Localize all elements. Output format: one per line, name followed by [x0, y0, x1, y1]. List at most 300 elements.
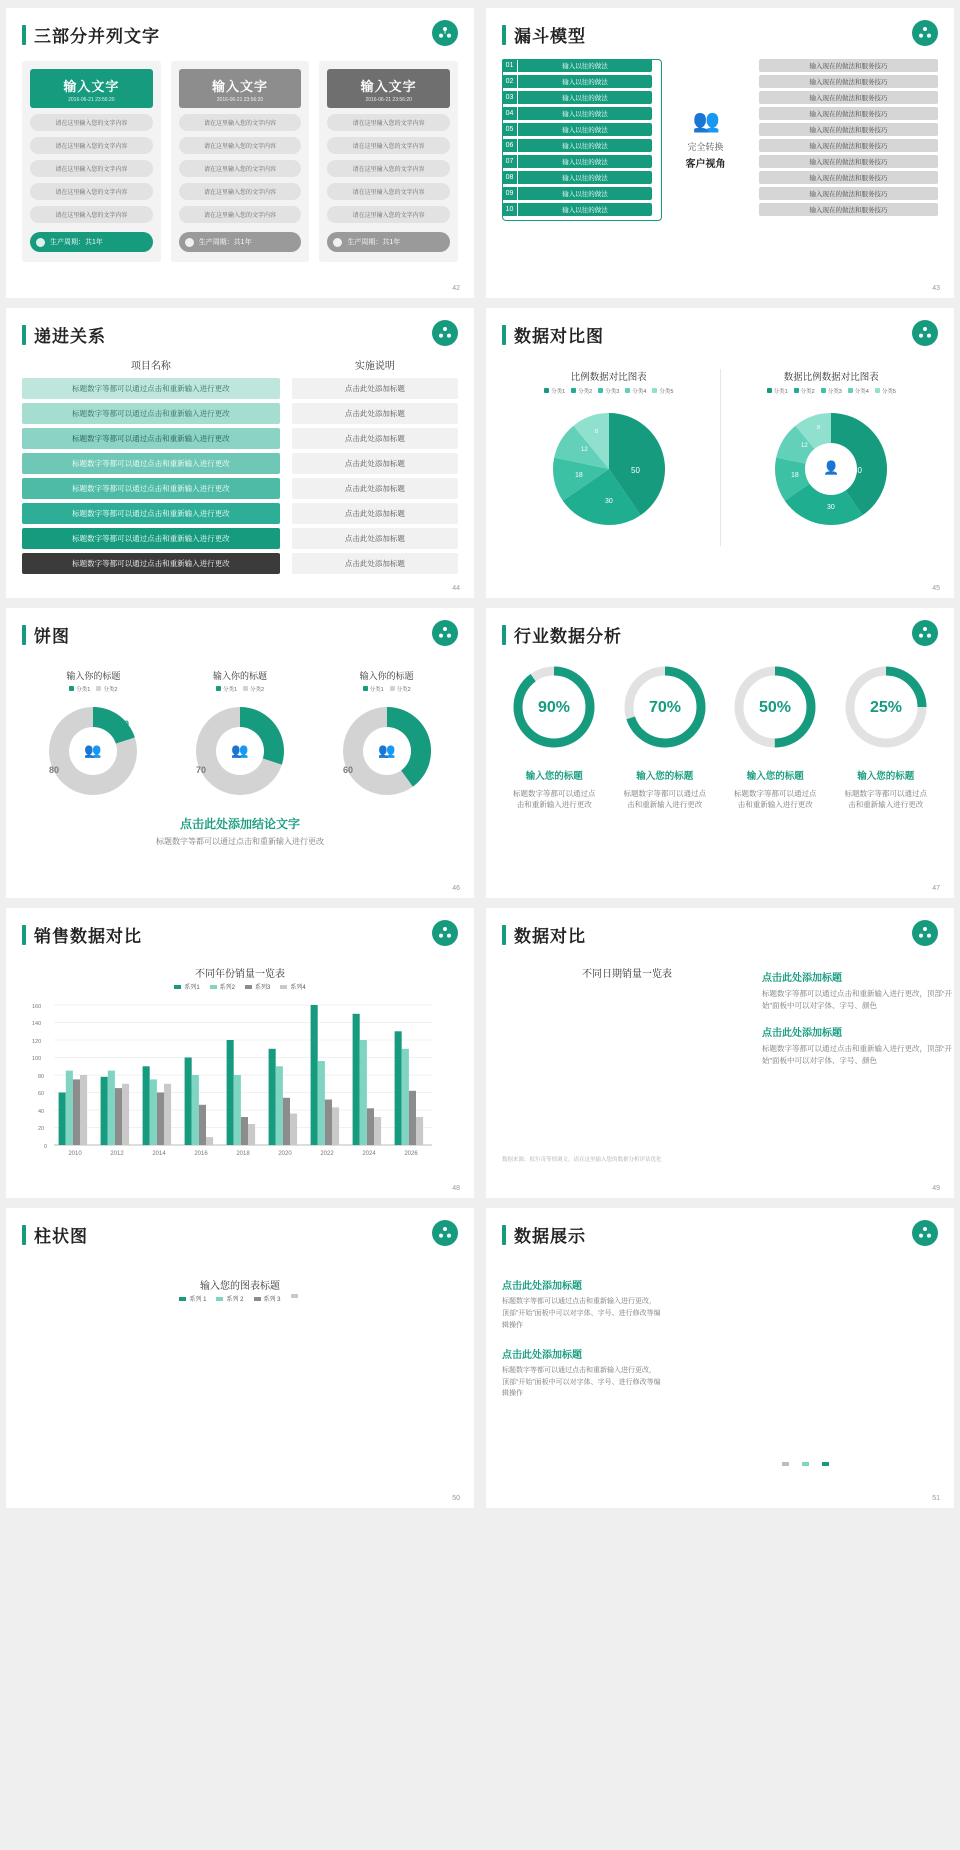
- legend-item: 系列2: [210, 982, 235, 991]
- bar: [115, 1088, 122, 1145]
- funnel-index: 09: [502, 187, 517, 200]
- funnel-row: [502, 155, 652, 168]
- page-title: 柱状图: [34, 1227, 88, 1246]
- funnel-index: 05: [502, 123, 517, 136]
- text-column: [502, 1273, 662, 1472]
- funnel-center-line2: 客户视角: [685, 159, 726, 170]
- bar: [164, 1084, 171, 1145]
- list-item: 请在这里输入您的文字内容: [327, 114, 450, 131]
- ring-value: 90%: [538, 699, 571, 716]
- svg-text:160: 160: [32, 1004, 42, 1010]
- page-title: 漏斗模型: [514, 27, 586, 46]
- ring-label: 输入您的标题: [636, 771, 694, 782]
- legend-item: [822, 1462, 832, 1468]
- bar: [143, 1066, 150, 1145]
- bar: [192, 1075, 199, 1145]
- funnel-label: 输入以往的做法: [517, 187, 652, 200]
- slide-50: [6, 1208, 474, 1508]
- funnel-index: 06: [502, 139, 517, 152]
- funnel-index: 08: [502, 171, 517, 184]
- donut-svg: [180, 699, 300, 804]
- bar: [283, 1098, 290, 1145]
- table-row: 标题数字等都可以通过点击和重新输入进行更改: [22, 478, 280, 499]
- legend-item: 分类5: [652, 387, 673, 395]
- column-caption: [30, 69, 153, 108]
- legend-item: 分类4: [848, 387, 869, 395]
- slide-47: [486, 608, 954, 898]
- column-3: [319, 61, 458, 262]
- column-caption: [327, 69, 450, 108]
- funnel-center: [658, 59, 753, 219]
- slide-43: [486, 8, 954, 298]
- pie-value: 30: [827, 504, 836, 511]
- ring-label: 输入您的标题: [746, 771, 804, 782]
- bar: [73, 1079, 80, 1145]
- check-icon: [333, 238, 342, 247]
- funnel-label: 输入以往的做法: [517, 59, 652, 72]
- text-paragraph: 标题数字等都可以通过点击和重新输入进行更改，顶部“开始”面板中可以对字体、字号、进行修改等编辑操作: [502, 1366, 661, 1398]
- column-footer-label: 生产周期：共1年: [50, 239, 103, 246]
- funnel-row: [502, 123, 652, 136]
- table-row: 点击此处添加标题: [292, 553, 458, 574]
- check-icon: [185, 238, 194, 247]
- bar: [227, 1040, 234, 1145]
- chart-title: 数据比例数据对比图表: [783, 372, 879, 383]
- logo-icon: [432, 920, 458, 946]
- svg-text:140: 140: [32, 1021, 42, 1027]
- chart-title: 输入你的标题: [359, 671, 414, 681]
- page-title: 数据展示: [514, 1227, 586, 1246]
- slide-header: [22, 1222, 458, 1247]
- check-icon: [36, 238, 45, 247]
- table-row: 点击此处添加标题: [292, 428, 458, 449]
- ring-desc: 标题数字等都可以通过点击和重新输入进行更改: [734, 789, 817, 810]
- page-number: 42: [452, 285, 460, 292]
- person-icon: 👤: [823, 460, 840, 475]
- ring-desc: 标题数字等都可以通过点击和重新输入进行更改: [623, 789, 706, 810]
- pie-svg: [529, 401, 689, 541]
- table-row: 标题数字等都可以通过点击和重新输入进行更改: [22, 453, 280, 474]
- donut-group: [22, 669, 458, 809]
- table-col-right: [292, 357, 458, 578]
- bar: [157, 1093, 164, 1146]
- title-accent-bar: [22, 1225, 26, 1245]
- ring-svg: [508, 661, 600, 753]
- legend-item: 分类3: [821, 387, 842, 395]
- pie-value: 30: [604, 498, 613, 505]
- bar: [318, 1061, 325, 1145]
- svg-text:60: 60: [38, 1091, 45, 1097]
- table-row: 点击此处添加标题: [292, 403, 458, 424]
- three-column-group: [22, 61, 458, 262]
- ring-desc: 标题数字等都可以通过点击和重新输入进行更改: [844, 789, 927, 810]
- donut-value: 20: [119, 719, 130, 729]
- conclusion-block: [22, 815, 458, 847]
- slide-42: [6, 8, 474, 298]
- ring-desc: 标题数字等都可以通过点击和重新输入进行更改: [513, 789, 596, 810]
- ring-value: 70%: [648, 699, 681, 716]
- chart-title: 不同年份销量一览表: [195, 969, 285, 980]
- chart-legend: [169, 685, 312, 693]
- logo-icon: [912, 620, 938, 646]
- ring-value: 25%: [869, 699, 902, 716]
- column-caption-sub: 2016-06-21 23:56:20: [216, 97, 264, 103]
- page-number: 47: [932, 885, 940, 892]
- pie-value: 8: [817, 425, 821, 431]
- slide-header: [502, 622, 938, 647]
- funnel-index: 04: [502, 107, 517, 120]
- column-caption: [179, 69, 302, 108]
- funnel-right-row: 输入现在的做法和服务技巧: [759, 123, 938, 136]
- list-item: 请在这里输入您的文字内容: [327, 160, 450, 177]
- legend-item: 分类4: [625, 387, 646, 395]
- svg-text:40: 40: [38, 1109, 45, 1115]
- page-title: 饼图: [34, 627, 70, 646]
- page-title: 行业数据分析: [514, 627, 622, 646]
- ring-svg: [729, 661, 821, 753]
- funnel-label: 输入以往的做法: [517, 107, 652, 120]
- legend-item: 分类2: [390, 685, 411, 693]
- slide-header: [502, 322, 938, 347]
- text-paragraph: 标题数字等都可以通过点击和重新输入进行更改，顶部“开始”面板中可以对字体、字号、颜色: [762, 1044, 952, 1065]
- text-heading: 点击此处添加标题: [762, 1028, 842, 1039]
- funnel-right-row: 输入现在的做法和服务技巧: [759, 155, 938, 168]
- ring-item-3: [723, 661, 828, 811]
- column-1: [22, 61, 161, 262]
- funnel-right-row: 输入现在的做法和服务技巧: [759, 187, 938, 200]
- funnel-right-row: 输入现在的做法和服务技巧: [759, 75, 938, 88]
- slide-49: [486, 908, 954, 1198]
- column-footer: [327, 232, 450, 252]
- page-title: 数据对比: [514, 927, 586, 946]
- svg-text:100: 100: [32, 1056, 42, 1062]
- funnel-label: 输入以往的做法: [517, 139, 652, 152]
- legend-item: [782, 1462, 792, 1468]
- svg-text:120: 120: [32, 1039, 42, 1045]
- funnel-label: 输入以往的做法: [517, 123, 652, 136]
- funnel-center-line1: 完全转换: [687, 142, 724, 152]
- donut-value: 80: [49, 765, 60, 775]
- logo-icon: [912, 20, 938, 46]
- legend-item: 系列1: [174, 982, 199, 991]
- text-paragraph: 标题数字等都可以通过点击和重新输入进行更改，顶部“开始”面板中可以对字体、字号、颜色: [762, 989, 952, 1010]
- column-footer-label: 生产周期：共1年: [347, 239, 401, 246]
- hbar-svg: [662, 1275, 952, 1455]
- bar: [150, 1079, 157, 1145]
- bar: [185, 1058, 192, 1146]
- slide-header: [502, 922, 938, 947]
- page-number: 51: [932, 1495, 940, 1502]
- chart-legend: [725, 387, 939, 395]
- bar-svg: [22, 1307, 442, 1482]
- chart-title: 输入你的标题: [213, 671, 268, 681]
- slide-45: [486, 308, 954, 598]
- x-tick-label: 2012: [110, 1151, 124, 1157]
- funnel-right-row: 输入现在的做法和服务技巧: [759, 139, 938, 152]
- table-row: 标题数字等都可以通过点击和重新输入进行更改: [22, 503, 280, 524]
- legend-item: 系列 3: [254, 1294, 281, 1303]
- slide-header: [22, 622, 458, 647]
- funnel-label: 输入以往的做法: [517, 171, 652, 184]
- column-footer: [179, 232, 302, 252]
- funnel-label: 输入以往的做法: [517, 91, 652, 104]
- funnel-row: [502, 59, 652, 72]
- chart-legend: [502, 387, 716, 395]
- x-tick-label: 2014: [152, 1151, 166, 1157]
- logo-icon: [432, 620, 458, 646]
- logo-icon: [912, 320, 938, 346]
- pie-value: 18: [574, 472, 583, 479]
- bar: [374, 1117, 381, 1145]
- bar: [66, 1071, 73, 1145]
- donut-svg: [33, 699, 153, 804]
- donut-46c: [315, 669, 458, 809]
- chart-title: 输入你的标题: [66, 671, 121, 681]
- legend-item: 分类1: [216, 685, 237, 693]
- legend-item: 分类1: [69, 685, 90, 693]
- ring-item-2: [613, 661, 718, 811]
- page-title: 递进关系: [34, 327, 106, 346]
- divider: [720, 369, 721, 546]
- list-item: 请在这里输入您的文字内容: [327, 206, 450, 223]
- slide-header: [502, 22, 938, 47]
- text-paragraph: 标题数字等都可以通过点击和重新输入进行更改，顶部“开始”面板中可以对字体、字号、进行修改等编辑操作: [502, 1298, 661, 1329]
- chart-legend: [662, 1462, 952, 1468]
- slide-header: [502, 1222, 938, 1247]
- list-item: 请在这里输入您的文字内容: [179, 137, 302, 154]
- text-and-chart: [502, 1273, 938, 1472]
- donut-value: 30: [266, 727, 277, 737]
- x-tick-label: 2016: [194, 1151, 208, 1157]
- bar: [367, 1108, 374, 1145]
- funnel-diagram: [502, 59, 938, 219]
- legend-item: [802, 1462, 812, 1468]
- page-number: 44: [452, 585, 460, 592]
- funnel-right-row: 输入现在的做法和服务技巧: [759, 107, 938, 120]
- list-item: 请在这里输入您的文字内容: [179, 206, 302, 223]
- funnel-row: [502, 203, 652, 216]
- page-title: 销售数据对比: [34, 927, 142, 946]
- legend-item: 分类2: [571, 387, 592, 395]
- pie-value: 50: [630, 466, 640, 475]
- chart-legend: [315, 685, 458, 693]
- bar: [248, 1124, 255, 1145]
- funnel-index: 10: [502, 203, 517, 216]
- bar: [332, 1107, 339, 1145]
- funnel-right-list: [759, 59, 938, 219]
- column-caption-sub: 2016-06-21 23:56:20: [68, 97, 115, 103]
- x-tick-label: 2010: [68, 1151, 82, 1157]
- table-row: 点击此处添加标题: [292, 453, 458, 474]
- legend-item: 分类2: [243, 685, 264, 693]
- legend-item: 系列 1: [179, 1294, 206, 1303]
- legend-item: 分类2: [794, 387, 815, 395]
- donut-chart-45: [725, 369, 939, 546]
- people-icon: 👥: [377, 742, 396, 758]
- title-accent-bar: [22, 25, 26, 45]
- donut-svg: [751, 401, 911, 541]
- funnel-right-row: 输入现在的做法和服务技巧: [759, 59, 938, 72]
- pie-value: 8: [594, 429, 598, 435]
- chart-legend: [22, 1294, 458, 1303]
- conclusion-title: 点击此处添加结论文字: [179, 817, 300, 831]
- table-row: 标题数字等都可以通过点击和重新输入进行更改: [22, 403, 280, 424]
- page-number: 43: [932, 285, 940, 292]
- slide-header: [22, 922, 458, 947]
- bar: [416, 1117, 423, 1145]
- logo-icon: [432, 1220, 458, 1246]
- pie-chart-45: [502, 369, 716, 546]
- funnel-right-row: 输入现在的做法和服务技巧: [759, 203, 938, 216]
- funnel-right-row: 输入现在的做法和服务技巧: [759, 91, 938, 104]
- chart-note: 数据来源：拟尔奇等情调文，请在这里输入您的数据分析评估优化: [502, 1157, 662, 1163]
- logo-icon: [432, 320, 458, 346]
- donut-46a: [22, 669, 165, 809]
- table-row: 点击此处添加标题: [292, 503, 458, 524]
- title-accent-bar: [502, 625, 506, 645]
- bar: [241, 1117, 248, 1145]
- bar-chart-50: [22, 1277, 458, 1487]
- slide-header: [22, 22, 458, 47]
- funnel-row: [502, 171, 652, 184]
- table-row: 点击此处添加标题: [292, 528, 458, 549]
- ring-item-1: [502, 661, 607, 811]
- charts-row: [502, 369, 938, 546]
- ring-item-4: [834, 661, 939, 811]
- bar: [101, 1077, 108, 1145]
- list-item: 请在这里输入您的文字内容: [179, 114, 302, 131]
- bar: [409, 1091, 416, 1145]
- legend-item: 系列4: [280, 982, 305, 991]
- list-item: 请在这里输入您的文字内容: [30, 114, 153, 131]
- progressive-table: [22, 357, 458, 578]
- people-icon: 👥: [231, 742, 249, 758]
- page-number: 50: [452, 1495, 460, 1502]
- ring-group: [502, 661, 938, 811]
- bar: [325, 1100, 332, 1146]
- title-accent-bar: [502, 325, 506, 345]
- bar-chart-49: [502, 965, 752, 1163]
- title-accent-bar: [502, 1225, 506, 1245]
- logo-icon: [912, 1220, 938, 1246]
- table-col-left: [22, 357, 280, 578]
- ring-svg: [840, 661, 932, 753]
- column-caption-sub: 2016-06-21 23:56:20: [365, 97, 412, 103]
- table-row: 标题数字等都可以通过点击和重新输入进行更改: [22, 428, 280, 449]
- bar: [402, 1049, 409, 1145]
- page-number: 48: [452, 1185, 460, 1192]
- donut-46b: [169, 669, 312, 809]
- list-item: 请在这里输入您的文字内容: [30, 160, 153, 177]
- funnel-row: [502, 187, 652, 200]
- ring-label: 输入您的标题: [857, 771, 915, 782]
- table-row: 点击此处添加标题: [292, 478, 458, 499]
- funnel-label: 输入以往的做法: [517, 75, 652, 88]
- page-title: 数据对比图: [514, 327, 604, 346]
- ring-svg: [619, 661, 711, 753]
- bar: [234, 1075, 241, 1145]
- bar: [360, 1040, 367, 1145]
- list-item: 请在这里输入您的文字内容: [30, 206, 153, 223]
- pie-value: 12: [580, 447, 588, 453]
- bar: [269, 1049, 276, 1145]
- text-heading: 点击此处添加标题: [502, 1349, 582, 1361]
- column-2: [171, 61, 310, 262]
- text-heading: 点击此处添加标题: [502, 1281, 582, 1292]
- list-item: 请在这里输入您的文字内容: [179, 183, 302, 200]
- bar: [59, 1093, 66, 1146]
- funnel-row: [502, 107, 652, 120]
- chart-title: 输入您的图表标题: [200, 1281, 280, 1292]
- bar-chart-48: [22, 965, 458, 1175]
- bar: [311, 1005, 318, 1145]
- ring-value: 50%: [759, 699, 792, 716]
- x-tick-label: 2022: [320, 1151, 334, 1157]
- column-footer: [30, 232, 153, 252]
- table-row: 标题数字等都可以通过点击和重新输入进行更改: [22, 528, 280, 549]
- page-number: 46: [452, 885, 460, 892]
- funnel-index: 03: [502, 91, 517, 104]
- chart-legend: [22, 982, 458, 991]
- pie-value: 12: [801, 443, 808, 449]
- funnel-label: 输入以往的做法: [517, 203, 652, 216]
- svg-text:0: 0: [44, 1144, 48, 1150]
- people-icon: 👥: [84, 742, 102, 758]
- list-item: 请在这里输入您的文字内容: [179, 160, 302, 177]
- pie-value: 50: [853, 466, 863, 475]
- bar: [108, 1071, 115, 1145]
- funnel-label: 输入以往的做法: [517, 155, 652, 168]
- donut-value: 70: [196, 765, 207, 775]
- title-accent-bar: [502, 25, 506, 45]
- legend-item: 分类1: [363, 685, 384, 693]
- list-item: 请在这里输入您的文字内容: [327, 137, 450, 154]
- logo-icon: [912, 920, 938, 946]
- legend-item: 分类5: [875, 387, 896, 395]
- slide-44: [6, 308, 474, 598]
- legend-item: 分类1: [767, 387, 788, 395]
- legend-item: 系列3: [245, 982, 270, 991]
- column-footer-label: 生产周期：共1年: [198, 239, 252, 246]
- title-accent-bar: [22, 325, 26, 345]
- title-accent-bar: [22, 625, 26, 645]
- funnel-row: [502, 91, 652, 104]
- x-tick-label: 2026: [404, 1151, 418, 1157]
- svg-text:80: 80: [38, 1074, 45, 1080]
- bar-svg: [22, 995, 442, 1170]
- donut-svg: [327, 699, 447, 804]
- chart-title: 比例数据对比图表: [570, 372, 647, 383]
- chart-title: 不同日期销量一览表: [582, 969, 672, 980]
- x-tick-label: 2018: [236, 1151, 250, 1157]
- page-number: 49: [932, 1185, 940, 1192]
- table-row: 标题数字等都可以通过点击和重新输入进行更改: [22, 378, 280, 399]
- bar: [122, 1084, 129, 1145]
- x-tick-label: 2020: [278, 1151, 292, 1157]
- donut-value: 40: [412, 735, 423, 745]
- table-row: 标题数字等都可以通过点击和重新输入进行更改: [22, 553, 280, 574]
- list-item: 请在这里输入您的文字内容: [30, 137, 153, 154]
- legend-item: 分类3: [598, 387, 619, 395]
- x-tick-label: 2024: [362, 1151, 376, 1157]
- bar-svg: [502, 982, 752, 1147]
- list-item: 请在这里输入您的文字内容: [30, 183, 153, 200]
- list-item: 请在这里输入您的文字内容: [327, 183, 450, 200]
- conclusion-sub: 标题数字等都可以通过点击和重新输入进行更改: [156, 837, 324, 846]
- title-accent-bar: [502, 925, 506, 945]
- slide-51: [486, 1208, 954, 1508]
- chart-legend: [22, 685, 165, 693]
